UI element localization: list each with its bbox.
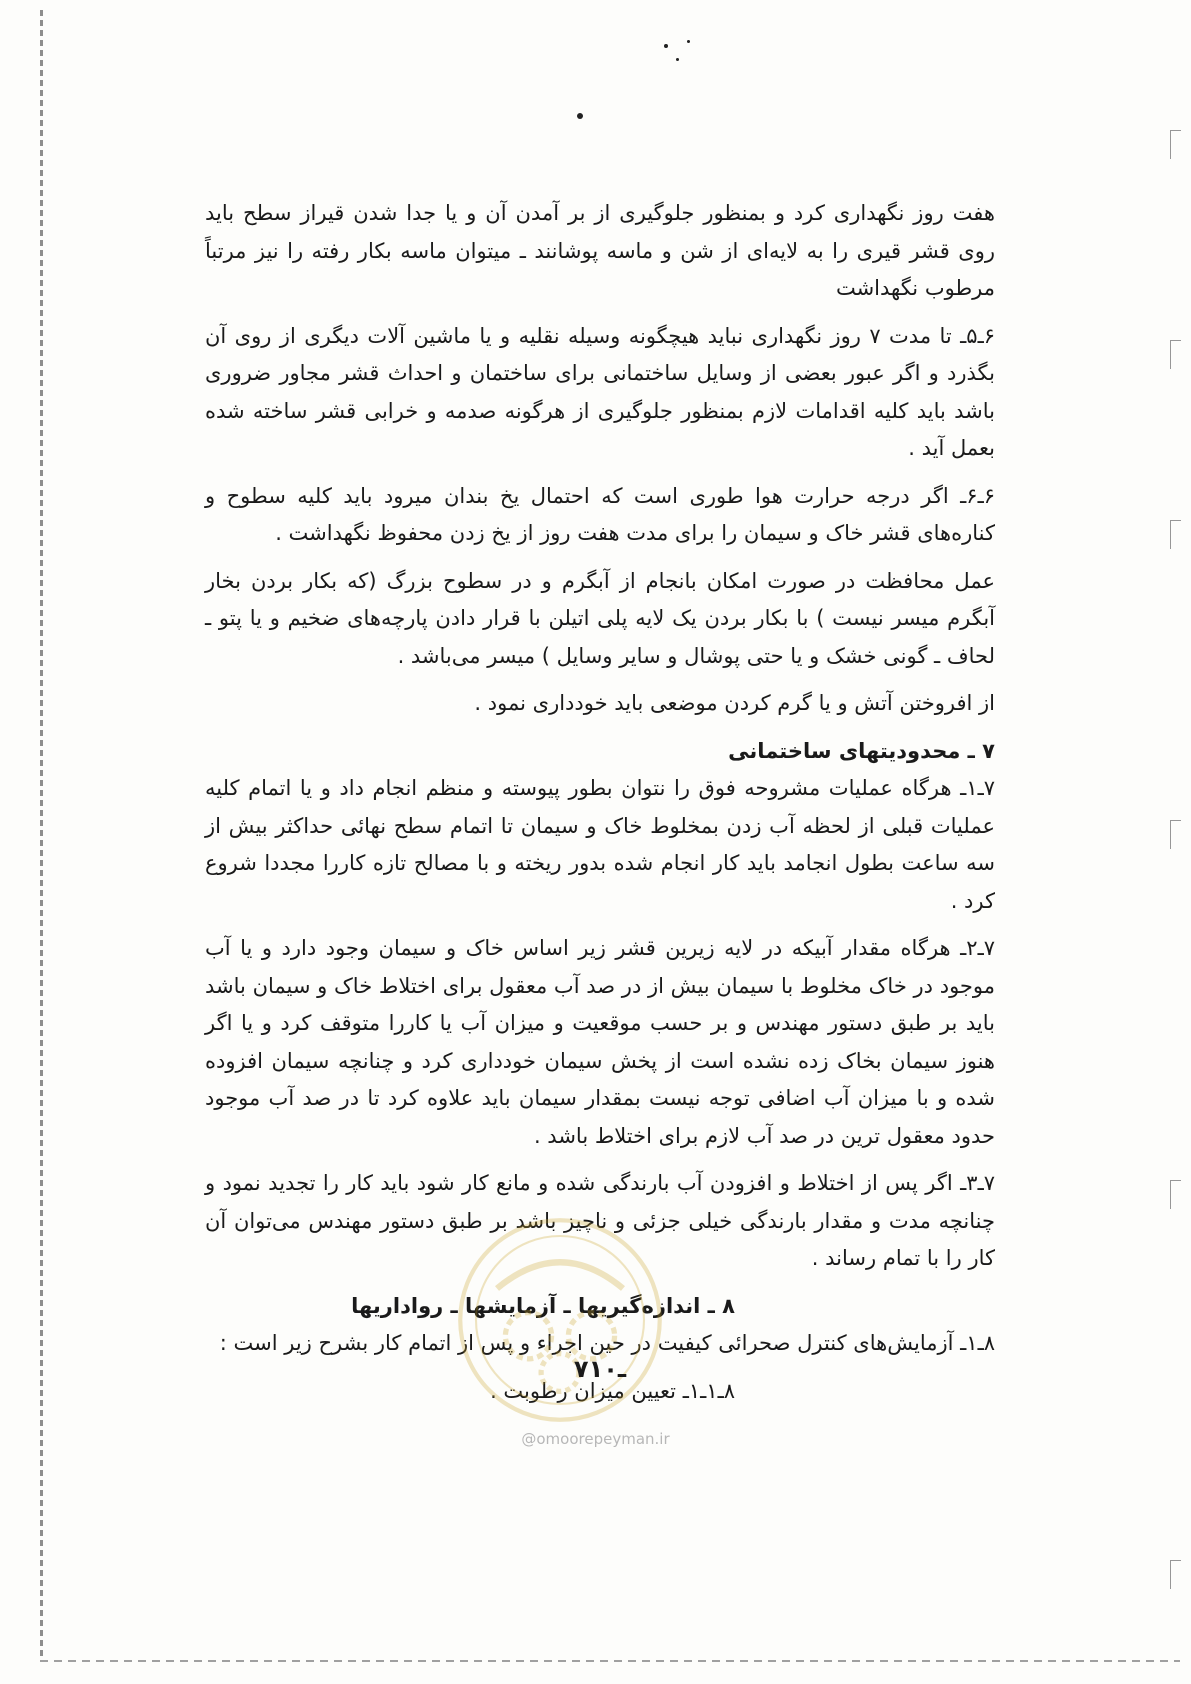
margin-mark [1170,1180,1181,1209]
margin-mark [1170,1560,1181,1589]
paragraph-no-fire: از افروختن آتش و یا گرم کردن موضعی باید خودداری نمود . [474,691,995,715]
section-8-heading: ۸ ـ اندازه‌گیریها ـ آزمایشها ـ رواداریها [351,1293,735,1318]
paragraph-intro: هفت روز نگهداری کرد و بمنظور جلوگیری از بر آمدن آن و یا جدا شدن قیراز سطح باید روی قشر قیری را به لایه‌ای از شن و ماسه پوشانند ـ میتوان ماسه بکار رفته را نیز مرتباً مرطوب نگهداشت [205,201,995,300]
page-number: ۷ـ۱۰ [573,1355,627,1383]
watermark-seal-icon [455,1215,665,1425]
paragraph-6-6: ۶ـ۶ـ اگر درجه حرارت هوا طوری است که احتمال یخ بندان میرود باید کلیه سطوح و کناره‌های قشر خاک و سیمان را برای مدت هفت روز از یخ زدن محفوظ نگهداشت . [205,483,995,545]
paragraph-7-2: ۷ـ۲ـ هرگاه مقدار آبیکه در لایه زیرین قشر زیر اساس خاک و سیمان وجود دارد و یا آب موجود در خاک مخلوط با سیمان بیش از در صد آب معقول برای اختلاط خاک و سیمان باشد باید بر طبق دستور مهندس و بر حسب موقعیت و میزان آب یا کاررا متوقف کرد و یا اگر هنوز سیمان بخاک زده نشده است از پخش سیمان خودداری کرد و چنانچه سیمان افزوده شده و با میزان آب اضافی توجه نیست بمقدار سیمان باید علاوه کرد تا در صد آب موجود حدود معقول ترین در صد آب لازم برای اختلاط باشد . [205,936,995,1148]
ink-speck [676,58,679,61]
paragraph-7-3: ۷ـ۳ـ اگر پس از اختلاط و افزودن آب بارندگی شده و مانع کار شود باید کار را تجدید نمود و چنانچه مدت و مقدار بارندگی خیلی جزئی و ناچیز باشد بر طبق دستور مهندس می‌توان آن کار را با تمام رساند . [205,1171,995,1270]
ink-speck [664,44,668,48]
scan-left-border [40,10,43,1660]
paragraph-7-1: ۷ـ۱ـ هرگاه عملیات مشروحه فوق را نتوان بطور پیوسته و منظم انجام داد و یا اتمام کلیه عملیات قبلی از لحظه آب زدن بمخلوط خاک و سیمان تا اتمام سطح نهائی حداکثر بیش از سه ساعت بطول انجامد باید کار انجام شده بدور ریخته و با مصالح تازه کاررا مجددا شروع کرد . [205,776,995,913]
margin-mark [1170,820,1181,849]
margin-mark [1170,520,1181,549]
section-7-heading: ۷ ـ محدودیتهای ساختمانی [728,738,995,763]
paragraph-8-1-1: ۸ـ۱ـ۱ـ تعیین میزان رطوبت . [490,1378,735,1403]
paragraph-6-5: ۶ـ۵ـ تا مدت ۷ روز نگهداری نباید هیچگونه وسیله نقلیه و یا ماشین آلات دیگری از روی آن بگذرد و اگر عبور بعضی از وسایل ساختمانی برای ساختمان و احداث قشر مجاور ضروری باشد باید کلیه اقدامات لازم بمنظور جلوگیری از هرگونه صدمه و خرابی قشر ساخته شده بعمل آید . [205,323,996,460]
ink-speck [687,40,690,43]
margin-mark [1170,340,1181,369]
paragraph-8-1: ۸ـ۱ـ آزمایش‌های کنترل صحرائی کیفیت در حین اجراء و پس از اتمام کار بشرح زیر است : [219,1331,995,1355]
margin-mark [1170,130,1181,159]
scan-bottom-border [40,1660,1180,1662]
watermark-url: @omoorepeyman.ir [521,1430,670,1448]
paragraph-protection: عمل محافظت در صورت امکان بانجام از آبگرم و در سطوح بزرگ (که بکار بردن بخار آبگرم میسر نیست ) با بکار بردن یک لایه پلی اتیلن با قرار دادن پارچه‌های ضخیم و یا پتو ـ لحاف ـ گونی خشک و یا حتی پوشال و سایر وسایل ) میسر می‌باشد . [205,568,995,668]
ink-speck [577,113,583,119]
